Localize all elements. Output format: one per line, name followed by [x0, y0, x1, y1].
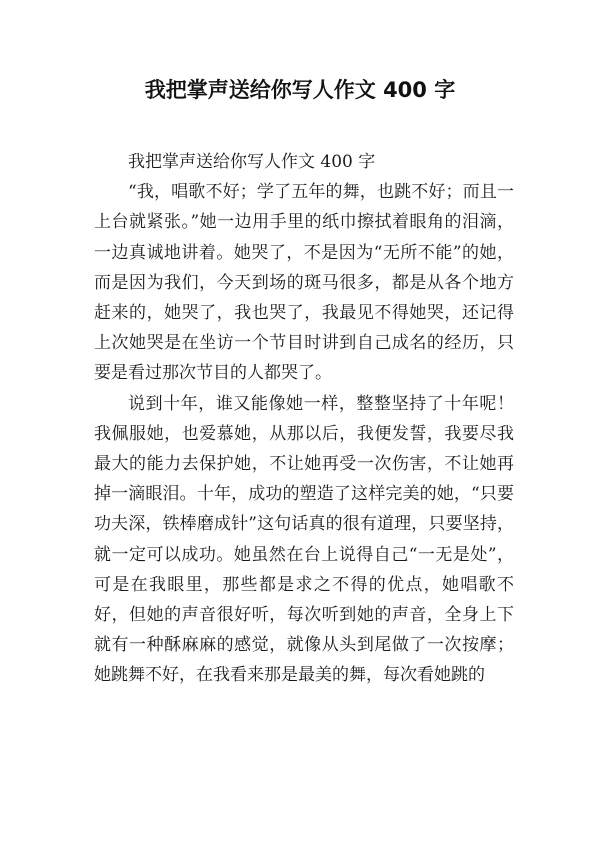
- body-paragraph-2: 说到十年，谁又能像她一样，整整坚持了十年呢！我佩服她，也爱慕她，从那以后，我便发誓，我要尽我最大的能力去保护她，不让她再受一次伤害，不让她再掉一滴眼泪。十年，成功的塑造了这样完美的她，“只要功夫深，铁棒磨成针”这句话真的很有道理，只要坚持，就一定可以成功。她虽然在台上说得自己“一无是处”，可是在我眼里，那些都是求之不得的优点，她唱歌不好，但她的声音很好听，每次听到她的声音，全身上下就有一种酥麻麻的感觉，就像从头到尾做了一次按摩；她跳舞不好，在我看来那是最美的舞，每次看她跳的: [94, 393, 514, 686]
- document-body: [94, 147, 514, 691]
- body-subtitle: 我把掌声送给你写人作文 400 字: [128, 152, 376, 172]
- body-paragraph-1: “我，唱歌不好；学了五年的舞，也跳不好；而且一上台就紧张。”她一边用手里的纸巾擦拭着眼角的泪滴，一边真诚地讲着。她哭了，不是因为“无所不能”的她，而是因为我们，今天到场的斑马很多，都是从各个地方赶来的，她哭了，我也哭了，我最见不得她哭，还记得上次她哭是在坐访一个节目时讲到自己成名的经历，只要是看过那次节目的人都哭了。: [94, 182, 514, 384]
- document-title: 我把掌声送给你写人作文 400 字: [144, 78, 456, 102]
